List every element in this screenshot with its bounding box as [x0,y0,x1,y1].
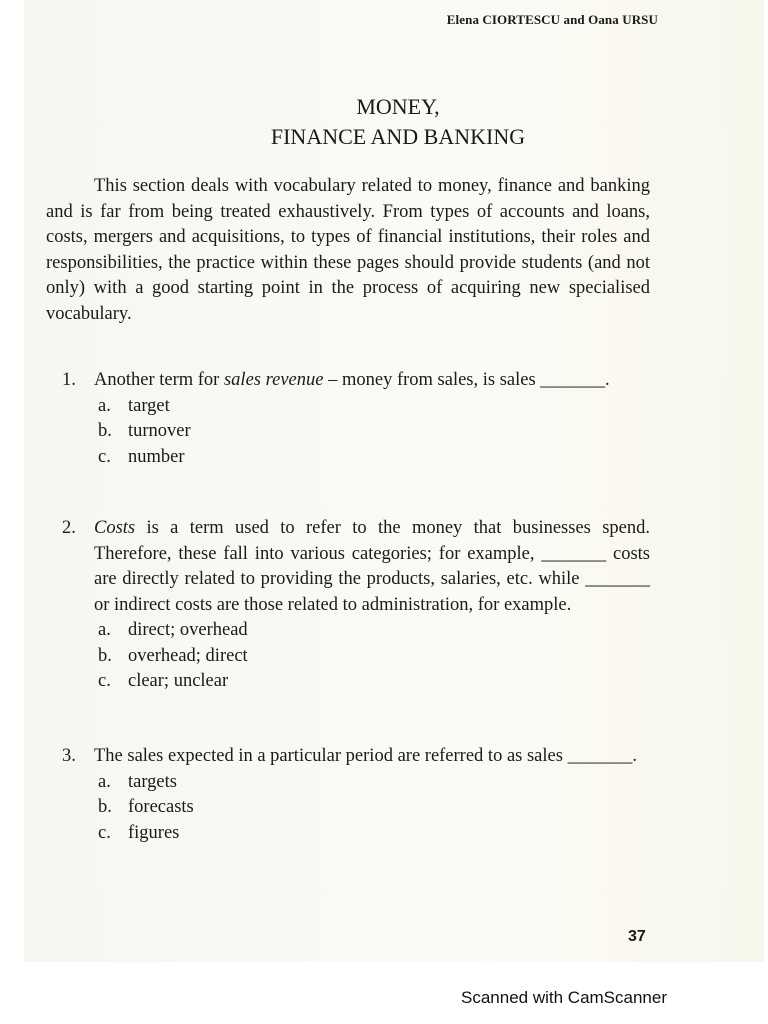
option-a [98,770,650,796]
option-c [98,669,650,695]
question-2 [62,516,650,695]
option-b [98,644,650,670]
option-text: forecasts [128,797,194,817]
section-title [0,92,768,152]
question-text [94,368,650,394]
intro-paragraph: This section deals with vocabulary related to money, finance and banking and is far from being treated exhaustively. From types of accounts and loans, costs, mergers and acquisitions, to types of financial institutions, their roles and responsibilities, the practice within these pages should provide students (and not only) with a good starting point in the process of acquiring new specialised vocabulary. [46,176,650,324]
option-b [98,419,650,445]
option-letter: b. [98,421,112,441]
option-letter: a. [98,620,111,640]
option-a [98,618,650,644]
option-text: clear; unclear [128,671,229,691]
question-text [94,516,650,618]
question-number: 1. [62,370,76,390]
option-text: turnover [128,421,191,441]
option-text: target [128,395,170,416]
question-3 [62,744,650,846]
running-header-authors: Elena CIORTESCU and Oana URSU [446,12,658,27]
question-term-italic: sales revenue [223,370,324,390]
title-line-1: MONEY, [356,94,440,119]
question-text: The sales expected in a particular period are referred to as sales _______. [94,746,637,766]
option-letter: b. [98,797,112,817]
question-number: 2. [62,518,76,538]
question-text-part: – money from sales, is sales _______. [323,370,610,390]
option-c [98,445,650,471]
option-text: number [128,446,185,467]
option-text: figures [128,822,180,843]
option-a [98,394,650,420]
option-text: targets [128,771,177,792]
answer-options [98,394,650,471]
question-number: 3. [62,746,76,766]
option-text: overhead; direct [128,645,248,666]
option-letter: c. [98,822,111,843]
option-letter: a. [98,771,111,792]
camscanner-watermark: Scanned with CamScanner [461,988,668,1007]
option-letter: c. [98,671,111,691]
title-line-2: FINANCE AND BANKING [270,124,526,149]
option-letter: a. [98,395,111,416]
option-b [98,795,650,821]
option-c [98,821,650,847]
question-text-part: is a term used to refer to the money that businesses spend. Therefore, these fall into various categories; for example, _______ costs are directly related to providing the products, salaries, etc. while _______ or indirect costs are those related to administration, for example. [94,518,650,615]
option-letter: c. [98,446,111,467]
question-text-part: Another term for [94,370,224,390]
answer-options [98,618,650,695]
question-1 [62,368,650,470]
page-number: 37 [628,928,646,945]
answer-options [98,770,650,847]
question-term-italic: Costs [94,518,136,538]
option-text: direct; overhead [128,620,248,640]
option-letter: b. [98,645,112,666]
